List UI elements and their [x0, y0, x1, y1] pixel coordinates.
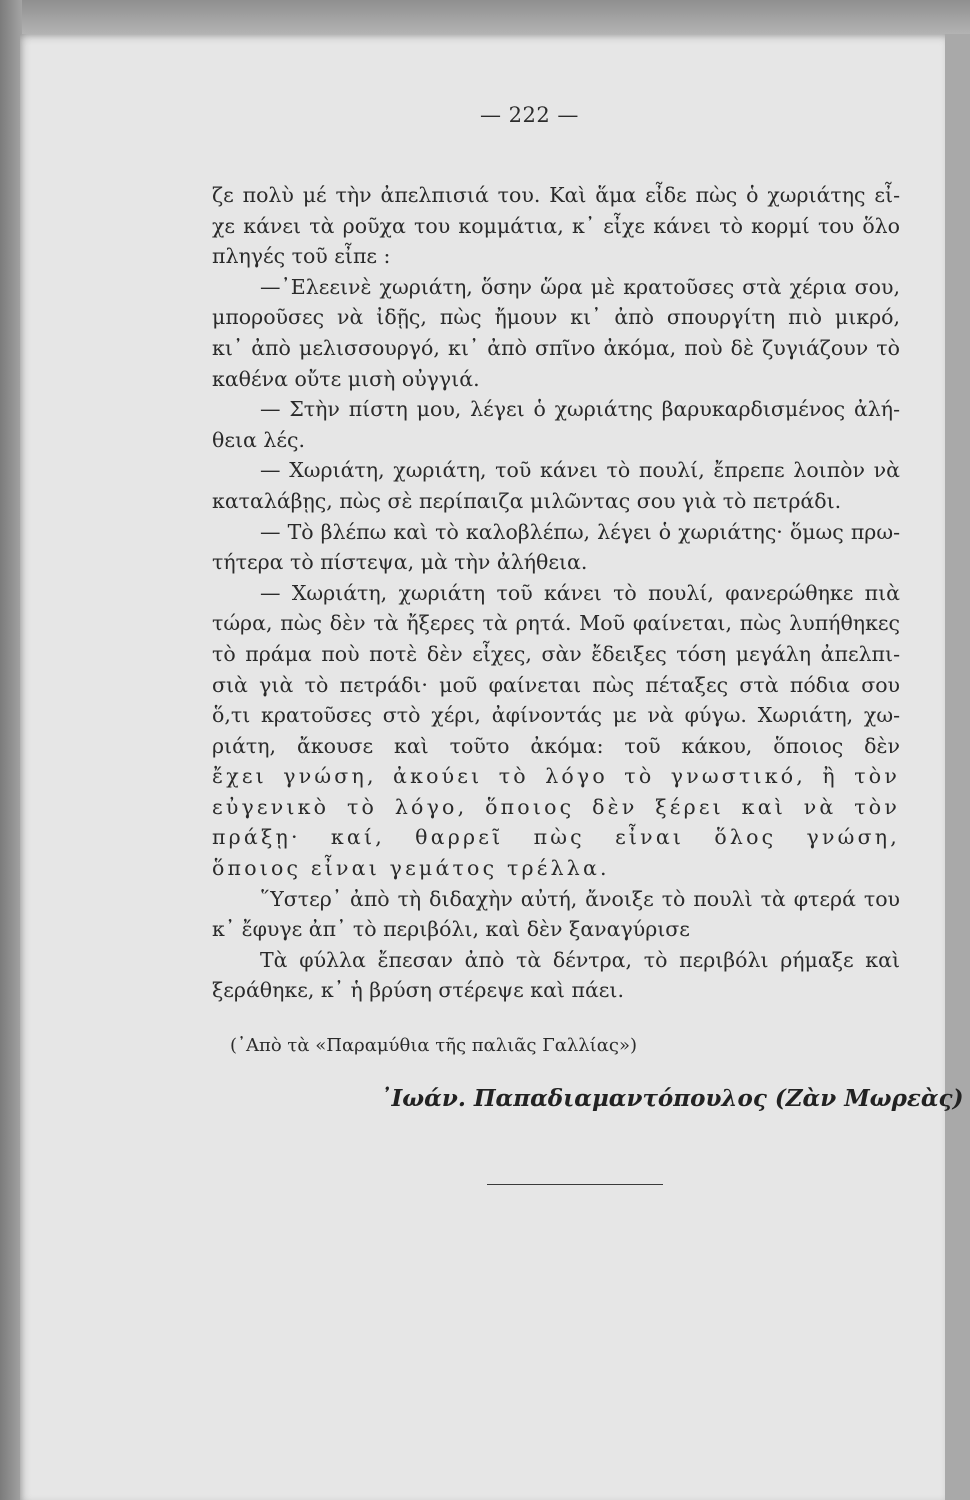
page-number: — 222 —	[480, 103, 579, 127]
text-line: — Χωριάτη, χωριάτη, τοῦ κάνει τὸ πουλί, ἔπρεπε λοιπὸν νὰ	[260, 458, 900, 483]
text-line: ὅποιος εἶναι γεμάτος τρέλλα.	[212, 856, 610, 881]
text-line: ζε πολὺ μέ τὴν ἀπελπισιά του. Καὶ ἅμα εἶδε πὼς ὁ χωριάτης εἶ-	[212, 183, 900, 207]
text-line: καταλάβῃς, πὼς σὲ περίπαιζα μιλῶντας σου γιὰ τὸ πετράδι.	[212, 488, 842, 513]
text-line: —᾿Ελεεινὲ χωριάτη, ὅσην ὥρα μὲ κρατοῦσες στὰ χέρια σου,	[260, 274, 900, 299]
text-line: τήτερα τὸ πίστεψα, μὰ τὴν ἀλήθεια.	[212, 550, 588, 575]
text-line: τὸ πράμα ποὺ ποτὲ δὲν εἶχες, σὰν ἔδειξες τόση μεγάλη ἀπελπι-	[212, 641, 900, 666]
text-line: — Τὸ βλέπω καὶ τὸ καλοβλέπω, λέγει ὁ χωριάτης· ὅμως πρω-	[260, 519, 900, 544]
closing-rule	[487, 1184, 663, 1185]
scan-edge-top	[0, 0, 970, 34]
text-line: θεια λές.	[212, 427, 305, 452]
text-line: ξεράθηκε, κ᾿ ἡ βρύση στέρεψε καὶ πάει.	[212, 978, 624, 1003]
text-line: σιὰ γιὰ τὸ πετράδι· μοῦ φαίνεται πὼς πέταξες στὰ πόδια σου	[212, 672, 900, 697]
text-line: εὐγενικὸ τὸ λόγο, ὅποιος δὲν ξέρει καὶ νὰ τὸν	[212, 794, 900, 819]
text-line: πληγές τοῦ εἶπε :	[212, 244, 391, 269]
text-line: χε κάνει τὰ ροῦχα του κομμάτια, κ᾿ εἶχε κάνει τὸ κορμί του ὅλο	[212, 213, 900, 238]
text-line: καθένα οὔτε μισὴ οὐγγιά.	[212, 366, 480, 391]
text-line: ὅ,τι κρατοῦσες στὸ χέρι, ἀφίνοντάς με νὰ φύγω. Χωριάτη, χω-	[212, 703, 900, 728]
body-text	[212, 180, 900, 1006]
text-line: ῞Υστερ᾿ ἀπὸ τὴ διδαχὴν αὐτή, ἄνοιξε τὸ πουλὶ τὰ φτερά του	[260, 886, 900, 911]
text-line: — Χωριάτη, χωριάτη τοῦ κάνει τὸ πουλί, φανερώθηκε πιὰ	[260, 580, 900, 605]
text-line: ἔχει γνώση, ἀκούει τὸ λόγο τὸ γνωστικό, ἢ τὸν	[212, 764, 900, 789]
text-line: ριάτη, ἄκουσε καὶ τοῦτο ἀκόμα: τοῦ κάκου, ὅποιος δὲν	[212, 733, 900, 758]
text-line: τώρα, πὼς δὲν τὰ ἤξερες τὰ ρητά. Μοῦ φαίνεται, πὼς λυπήθηκες	[212, 611, 900, 636]
scan-edge-left	[0, 0, 22, 1500]
text-line: κ᾿ ἔφυγε ἀπ᾿ τὸ περιβόλι, καὶ δὲν ξαναγύρισε	[212, 917, 690, 942]
author-signature: ᾿Ιωάν. Παπαδιαμαντόπουλος (Ζὰν Μωρεὰς)	[380, 1085, 964, 1112]
text-line: — Στὴν πίστη μου, λέγει ὁ χωριάτης βαρυκαρδισμένος ἀλή-	[260, 397, 900, 422]
source-note: (᾿Απὸ τὰ «Παραμύθια τῆς παλιᾶς Γαλλίας»)	[230, 1035, 638, 1056]
text-line: κι᾿ ἀπὸ μελισσουργό, κι᾿ ἀπὸ σπῖνο ἀκόμα, ποὺ δὲ ζυγιάζουν τὸ	[212, 335, 900, 360]
text-line: πράξῃ· καί, θαρρεῖ πὼς εἶναι ὅλος γνώση,	[212, 825, 900, 850]
text-line: μποροῦσες νὰ ἰδῇς, πὼς ἤμουν κι᾿ ἀπὸ σπουργίτη πιὸ μικρό,	[212, 305, 900, 330]
text-line: Τὰ φύλλα ἔπεσαν ἀπὸ τὰ δέντρα, τὸ περιβόλι ρήμαξε καὶ	[260, 947, 900, 972]
